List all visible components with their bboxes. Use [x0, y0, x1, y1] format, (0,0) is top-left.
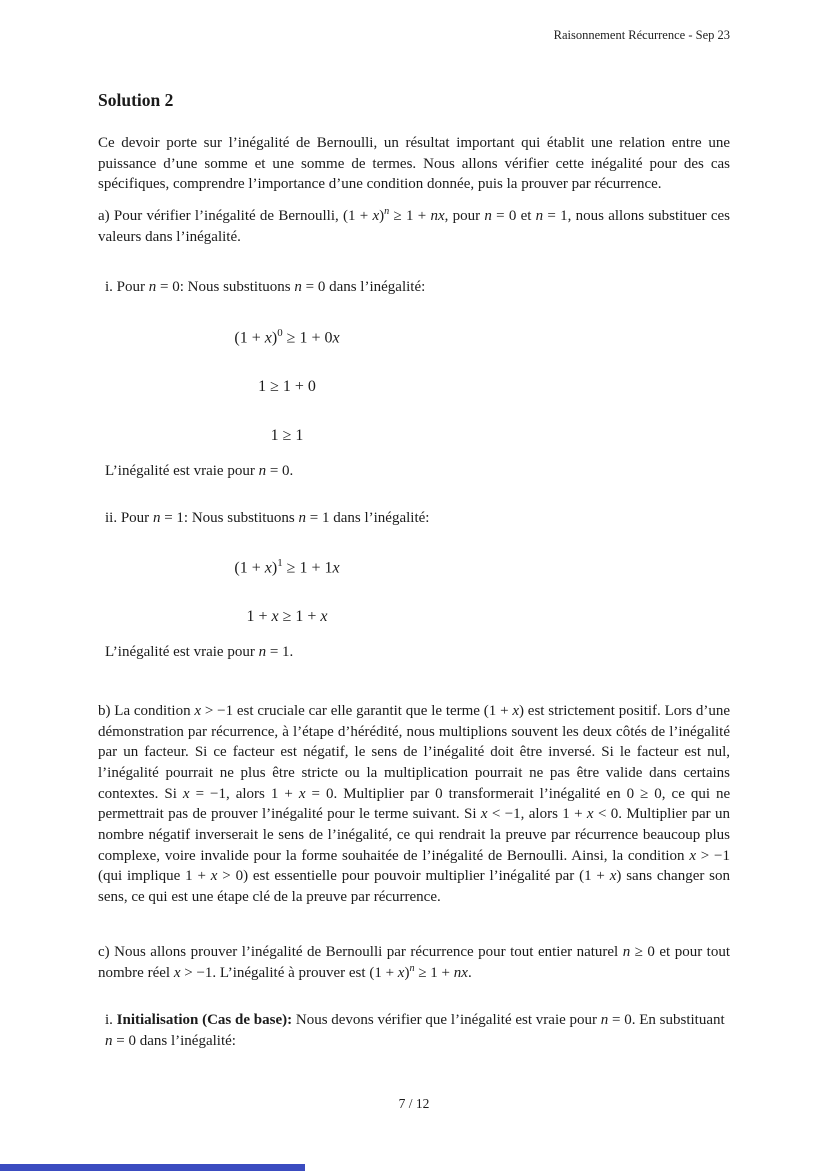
page-number: 7 / 12 [398, 1096, 430, 1111]
page-content [98, 0, 730, 1051]
equation-n1-result: 1 + x ≥ 1 + x [246, 608, 328, 626]
conclusion-n0: L’inégalité est vraie pour n = 0. [105, 462, 294, 479]
paragraph-part-b: b) La condition x > −1 est cruciale car elle garantit que le terme (1 + x) est strictement positif. Lors d’une démonstration par récurrence, à l’étape d’hérédité, nous multiplions souvent les deux côtés de l’inégalité par un facteur. Si ce facteur est négatif, le sens de l’inégalité doit être inversé. Si le facteur est nul, l’inégalité pourrait ne plus être stricte ou la multiplication pourrait ne pas être valide dans certains contextes. Si x = −1, alors 1 + x = 0. Multiplier par 0 transformerait l’inégalité en 0 ≥ 0, ce qui ne permettrait pas de prouver l’inégalité pour le terme suivant. Si x < −1, alors 1 + x < 0. Multiplier par un nombre négatif inverserait le sens de l’inégalité, ce qui rendrait la preuve par récurrence beaucoup plus complexe, voire invalide pour la forme souhaitée de l’inégalité de Bernoulli. Ainsi, la condition x > −1 (qui implique 1 + x > 0) est essentielle pour pouvoir multiplier l’inégalité par (1 + x) sans changer son sens, ce qui est une étape clé de la preuve par récurrence. [98, 702, 731, 906]
step-item-initialisation: i. Initialisation (Cas de base): Nous devons vérifier que l’inégalité est vraie pour n = 0. En substituant n = 0 dans l’inégalité: [105, 1012, 725, 1049]
equation-n0-substitution: $(1 + x)^0 \ge 1 + 0x$ [234, 327, 340, 347]
page-title: Solution 2 [98, 90, 174, 110]
paragraph-intro: Ce devoir porte sur l’inégalité de Bernoulli, un résultat important qui établit une relation entre une puissance d’une somme et une somme de termes. Nous allons vérifier cette inégalité pour des cas spécifiques, comprendre l’importance d’une condition donnée, puis la prouver par récurrence. [98, 135, 730, 193]
equation-n0-result: 1 ≥ 1 [270, 427, 304, 445]
step-item-ii: ii. Pour n = 1: Nous substituons n = 1 dans l’inégalité: [105, 509, 430, 526]
conclusion-n1: L’inégalité est vraie pour n = 1. [105, 644, 294, 661]
progress-bar [0, 1164, 305, 1171]
page-header: Raisonnement Récurrence - Sep 23 [553, 28, 730, 42]
equation-n1-substitution: $(1 + x)^1 \ge 1 + 1x$ [234, 557, 340, 577]
paragraph-part-c: c) Nous allons prouver l’inégalité de Bernoulli par récurrence pour tout entier naturel n ≥ 0 et pour tout nombre réel x > −1. L’inégalité à prouver est $(1 + x)^n \ge 1$ + nx. [98, 943, 730, 982]
step-item-i: i. Pour n = 0: Nous substituons n = 0 dans l’inégalité: [105, 279, 426, 296]
paragraph-part-a: a) Pour vérifier l’inégalité de Bernoulli, $(1 + x)^n \ge 1$ + nx, pour n = 0 et n = 1, nous allons substituer ces valeurs dans l’inégalité. [98, 206, 731, 245]
equation-n0-simplified: 1 ≥ 1 + 0 [258, 378, 316, 396]
